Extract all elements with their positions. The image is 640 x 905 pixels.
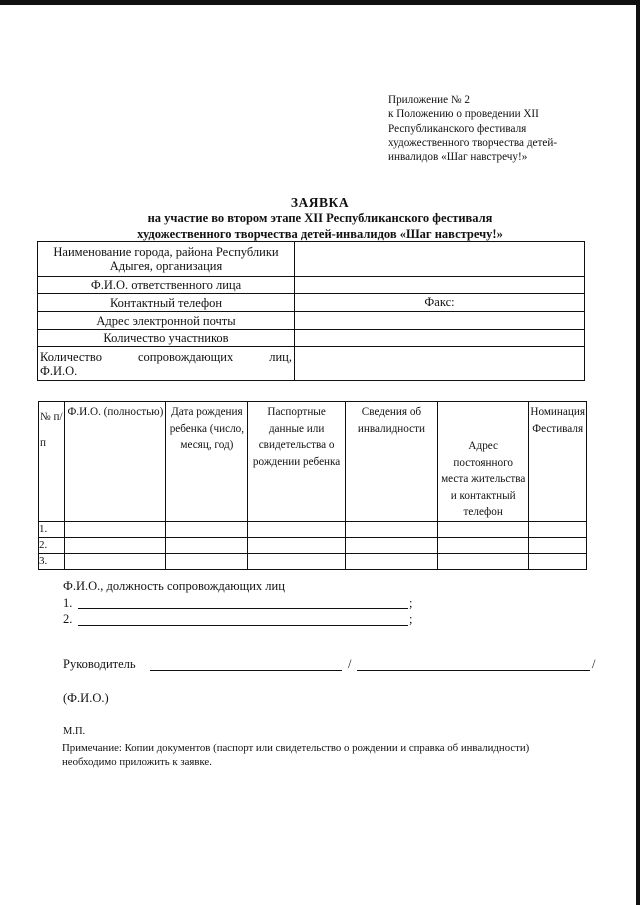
head-name-line[interactable] (357, 670, 590, 671)
signature-slash: / (348, 657, 352, 671)
table-row (39, 521, 587, 537)
accompanying-count-text: Количество сопровождающих лиц, (40, 349, 292, 364)
appendix-note (388, 93, 557, 164)
col-disability-header: Сведения об инвалидности (345, 402, 437, 522)
table-cell[interactable] (529, 553, 587, 569)
head-signature-line[interactable] (150, 670, 342, 671)
table-cell[interactable] (345, 521, 437, 537)
document-title (40, 194, 600, 242)
scan-edge-right (636, 0, 640, 905)
table-row (39, 537, 587, 553)
col-fio-header: Ф.И.О. (полностью) (65, 402, 166, 522)
table-cell[interactable] (248, 521, 346, 537)
participants-count-label: Количество участников (38, 330, 295, 347)
footnote: Примечание: Копии документов (паспорт или свидетельство о рождении и справка об инвалидности) необходимо приложить к заявке. (62, 742, 530, 768)
accompanying-item-2-number: 2. (63, 612, 73, 626)
accompanying-label: Ф.И.О., должность сопровождающих лиц (63, 579, 285, 593)
col-documents-header: Паспортные данные или свидетельства о рождении ребенка (248, 402, 346, 522)
table-cell[interactable] (529, 537, 587, 553)
table-cell[interactable] (65, 537, 166, 553)
appendix-line: инвалидов «Шаг навстречу!» (388, 151, 528, 164)
table-cell[interactable] (438, 521, 529, 537)
accompanying-item-1-number: 1. (63, 596, 73, 610)
stamp-label: М.П. (63, 726, 86, 737)
appendix-line: Республиканского фестиваля (388, 122, 527, 135)
table-cell[interactable] (166, 537, 248, 553)
table-row (39, 553, 587, 569)
table-cell[interactable] (65, 553, 166, 569)
accompanying-count-field[interactable] (295, 347, 585, 381)
participants-count-field[interactable] (295, 330, 585, 347)
col-nomination-header: Номинация Фестиваля (529, 402, 587, 522)
table-cell[interactable] (438, 553, 529, 569)
title-line: на участие во втором этапе XII Республиканского фестиваля (147, 211, 493, 225)
participants-table (38, 401, 587, 570)
email-label: Адрес электронной почты (38, 312, 295, 330)
table-cell[interactable] (166, 553, 248, 569)
signature-slash-end: / (592, 657, 596, 671)
fax-label: Факс: (295, 294, 585, 312)
info-row-phone (38, 294, 585, 312)
accompanying-item-2-end: ; (409, 612, 413, 626)
fio-caption: (Ф.И.О.) (63, 691, 109, 705)
appendix-line: к Положению о проведении XII (388, 108, 539, 121)
title-line: художественного творчества детей-инвалидов «Шаг навстречу!» (137, 226, 503, 241)
table-cell[interactable] (248, 553, 346, 569)
col-address-header: Адрес постоянного места жительства и контактный телефон (438, 402, 529, 522)
table-cell[interactable] (345, 537, 437, 553)
appendix-line: художественного творчества детей- (388, 136, 558, 149)
table-cell[interactable] (166, 521, 248, 537)
participants-header-row (39, 402, 587, 522)
row-number: 2. (39, 537, 65, 553)
row-number: 1. (39, 521, 65, 537)
info-row-organization (38, 242, 585, 277)
organization-value-field[interactable] (295, 242, 585, 277)
head-label: Руководитель (63, 657, 136, 671)
info-row-email (38, 312, 585, 330)
table-cell[interactable] (248, 537, 346, 553)
phone-label: Контактный телефон (38, 294, 295, 312)
col-birthdate-header: Дата рождения ребенка (число, месяц, год) (166, 402, 248, 522)
table-cell[interactable] (438, 537, 529, 553)
row-number: 3. (39, 553, 65, 569)
scan-edge-top (0, 0, 640, 5)
info-row-participants (38, 330, 585, 347)
accompanying-item-1-end: ; (409, 596, 413, 610)
accompanying-count-label (38, 347, 295, 381)
responsible-value-field[interactable] (295, 277, 585, 294)
table-cell[interactable] (65, 521, 166, 537)
appendix-line: Приложение № 2 (388, 94, 470, 106)
col-number-header: № п/п (39, 402, 65, 522)
info-table (37, 241, 585, 381)
info-row-accompanying (38, 347, 585, 381)
info-row-responsible (38, 277, 585, 294)
email-value-field[interactable] (295, 312, 585, 330)
responsible-label: Ф.И.О. ответственного лица (38, 277, 295, 294)
title-heading: ЗАЯВКА (290, 195, 350, 210)
accompanying-item-1-line[interactable] (78, 608, 408, 609)
organization-label: Наименование города, района Республики Адыгея, организация (38, 242, 295, 277)
accompanying-item-2-line[interactable] (78, 625, 408, 626)
table-cell[interactable] (529, 521, 587, 537)
accompanying-fio-text: Ф.И.О. (40, 363, 78, 378)
table-cell[interactable] (345, 553, 437, 569)
